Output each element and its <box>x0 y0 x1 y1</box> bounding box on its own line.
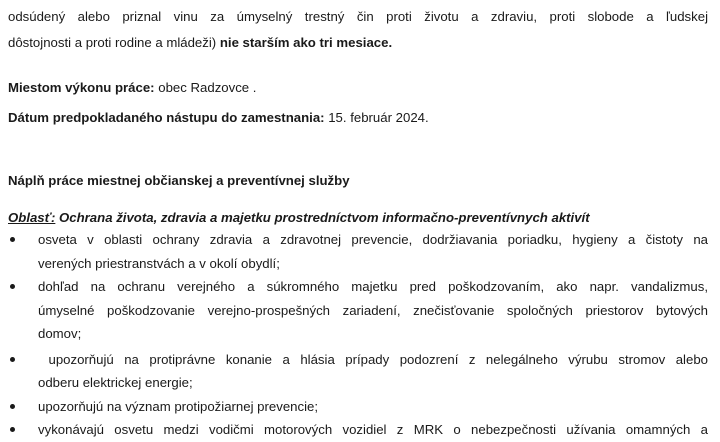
bullet-icon <box>10 404 15 409</box>
list-item-line: vykonávajú osvetu medzi vodičmi motorových vozidiel z MRK o nebezpečnosti užívania omamných a <box>38 422 708 437</box>
list-item-line: upozorňujú na protiprávne konanie a hlásia prípady podozrení z nelegálneho výrubu stromov alebo <box>38 351 708 367</box>
intro-line-1: odsúdený alebo priznal vinu za úmyselný trestný čin proti životu a zdraviu, proti slobode a ľudskej <box>8 9 708 24</box>
list-item-line: verených priestranstvách a v okolí obydlí; <box>38 255 280 271</box>
section-title-text: Náplň práce miestnej občianskej a preventívnej služby <box>8 173 350 188</box>
list-item-line: upozorňujú na význam protipožiarnej prevencie; <box>38 398 319 414</box>
bullet-icon <box>10 284 15 289</box>
bullet-icon <box>10 357 15 362</box>
bullet-icon <box>10 427 15 432</box>
start-date-line <box>8 106 708 130</box>
workplace-label: Miestom výkonu práce: <box>8 80 155 95</box>
list-item <box>8 395 708 419</box>
intro-line-2-text: dôstojnosti a proti rodine a mládeži) <box>8 35 220 50</box>
section-title <box>8 169 708 193</box>
start-date-value: 15. február 2024. <box>324 110 429 125</box>
list-item-line: úmyselné poškodzovanie verejno-prospešných zariadení, znečisťovanie spoločných priestorov bytových <box>38 302 708 318</box>
list-item <box>8 418 708 442</box>
area-label: Oblasť: <box>8 210 56 225</box>
list-item-line: domov; <box>38 326 82 341</box>
list-item <box>8 348 708 395</box>
list-item-line: dohľad na ochranu verejného a súkromného majetku pred poškodzovaním, ako napr. vandalizmus, <box>38 279 708 294</box>
list-item-line: odberu elektrickej energie; <box>38 375 193 390</box>
workplace-value: obec Radzovce . <box>154 80 257 95</box>
area-heading <box>8 206 708 230</box>
duties-list <box>8 228 708 442</box>
area-text: Ochrana života, zdravia a majetku prostredníctvom informačno-preventívnych aktivít <box>55 210 590 225</box>
list-item-line: osveta v oblasti ochrany zdravia a zdravotnej prevencie, dodržiavania poriadku, hygieny a čistoty na <box>38 232 708 247</box>
list-item <box>8 275 708 346</box>
bullet-icon <box>10 237 15 242</box>
start-date-label: Dátum predpokladaného nástupu do zamestnania: <box>8 110 325 125</box>
list-item <box>8 228 708 275</box>
intro-line-2 <box>8 31 708 55</box>
workplace-line <box>8 76 708 100</box>
intro-line-2-bold: nie starším ako tri mesiace. <box>219 35 393 50</box>
